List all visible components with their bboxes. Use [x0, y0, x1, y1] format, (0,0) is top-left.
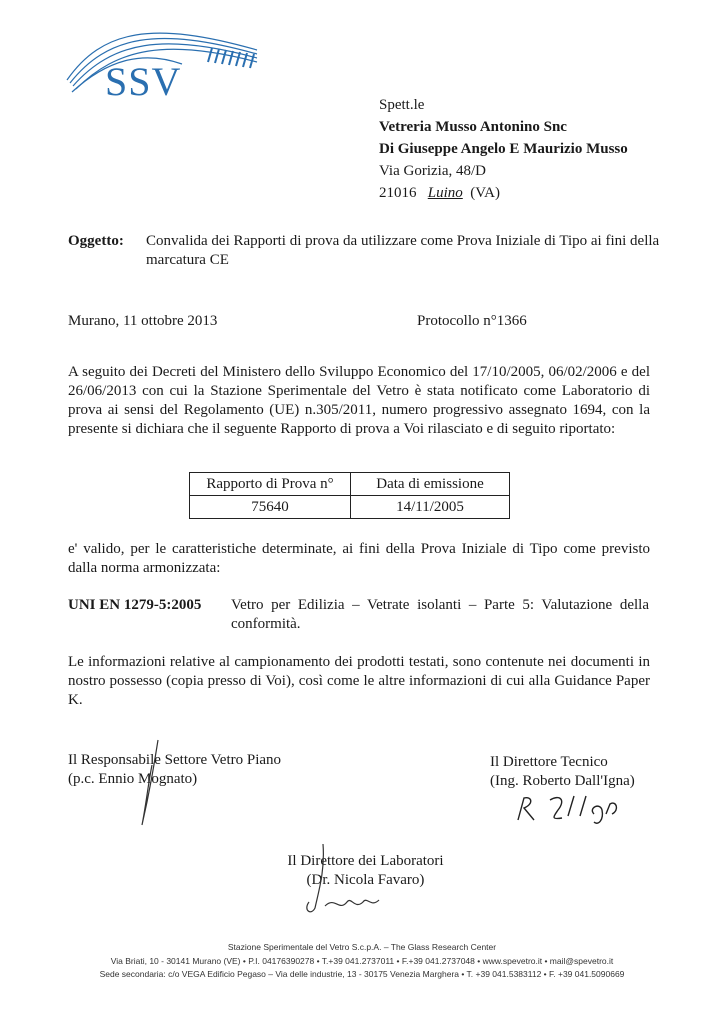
table-header-issue-date: Data di emissione [351, 473, 510, 496]
table-header-row [190, 473, 510, 496]
recipient-postcode: 21016 [379, 185, 417, 201]
ssv-logo-text: SSV [105, 59, 182, 104]
recipient-city-line [379, 182, 699, 204]
signatory-center-title: Il Direttore dei Laboratori [287, 853, 444, 869]
recipient-city: Luino [427, 185, 463, 201]
signatory-right-name: (Ing. Roberto Dall'Igna) [490, 773, 635, 789]
signatory-left-title: Il Responsabile Settore Vetro Piano [68, 752, 282, 768]
footer-line-2: Via Briati, 10 - 30141 Murano (VE) • P.I. 04176390278 • T.+39 041.2737011 • F.+39 041.2737048 • www.spevetro.it • mail@spevetro.it [110, 956, 614, 966]
table-cell-issue-date: 14/11/2005 [351, 496, 510, 519]
body-paragraph-1: A seguito dei Decreti del Ministero dello Sviluppo Economico del 17/10/2005, 06/02/2006 e del 26/06/2013 con cui la Stazione Sperimentale del Vetro è stata notificato come Laboratorio di prova ai sensi del Regolamento (UE) n.305/2011, numero progressivo assegnato 1694, con la presente si dichiara che il seguente Rapporto di prova a Voi rilasciato e di seguito riportato: [68, 364, 650, 437]
table-row [190, 496, 510, 519]
signature-center-scribble [295, 840, 395, 920]
protocol-number: Protocollo n°1366 [417, 313, 527, 329]
letter-date: Murano, 11 ottobre 2013 [68, 313, 218, 329]
signature-block-right [490, 753, 635, 791]
signatory-right-title: Il Direttore Tecnico [490, 754, 608, 770]
norm-description: Vetro per Edilizia – Vetrate isolanti – Parte 5: Valutazione della conformità. [231, 597, 649, 632]
footer-line-3: Sede secondaria: c/o VEGA Edificio Pegaso – Via delle industrie, 13 - 30175 Venezia Marghera • T. +39 041.5383112 • F. +39 041.5090669 [99, 969, 625, 979]
body-paragraph-3: Le informazioni relative al campionamento dei prodotti testati, sono contenute nei documenti in nostro possesso (copia presso di Voi), così come le altre informazioni di cui alla Guidance Paper K. [68, 654, 650, 708]
subject-text: Convalida dei Rapporti di prova da utilizzare come Prova Iniziale di Tipo ai fini della marcatura CE [146, 233, 660, 268]
signature-block-left [68, 751, 281, 789]
subject-label: Oggetto: [68, 233, 124, 249]
footer-line-1: Stazione Sperimentale del Vetro S.c.p.A. – The Glass Research Center [227, 942, 497, 952]
body-paragraph-2: e' valido, per le caratteristiche determinate, ai fini della Prova Iniziale di Tipo come previsto dalla norma armonizzata: [68, 541, 650, 576]
signature-left-scribble [120, 735, 170, 835]
recipient-province: (VA) [470, 185, 500, 201]
recipient-address [379, 94, 699, 204]
signature-right-scribble [510, 790, 630, 830]
recipient-street: Via Gorizia, 48/D [379, 163, 486, 179]
recipient-name-line1: Vetreria Musso Antonino Snc [379, 119, 567, 135]
table-header-report-number: Rapporto di Prova n° [190, 473, 351, 496]
signatory-left-name: (p.c. Ennio Mognato) [68, 771, 198, 787]
table-cell-report-number: 75640 [190, 496, 351, 519]
report-table [189, 472, 510, 519]
salutation: Spett.le [379, 97, 425, 113]
signatory-center-name: (Dr. Nicola Favaro) [306, 872, 425, 888]
recipient-name-line2: Di Giuseppe Angelo E Maurizio Musso [379, 141, 628, 157]
norm-code: UNI EN 1279-5:2005 [68, 597, 202, 613]
